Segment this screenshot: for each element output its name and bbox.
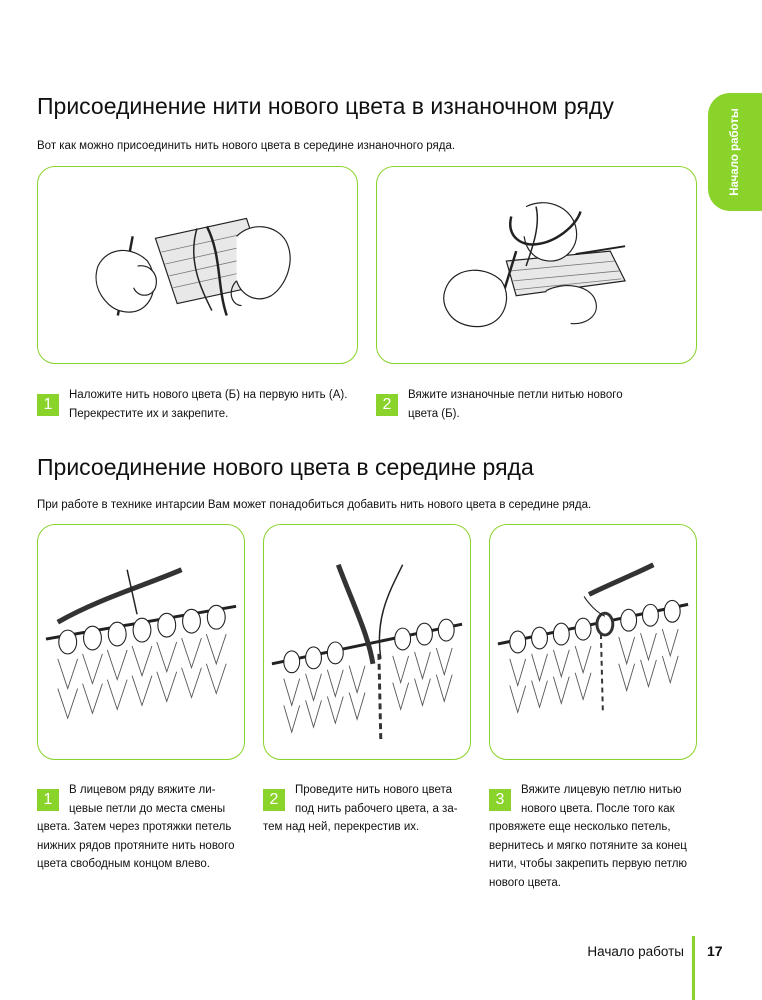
hands-purling-new-color-illustration <box>377 167 696 363</box>
step-rest: цвета. Затем через протяжки петель нижних рядов протяните нить нового цвета свободным концом влево. <box>37 821 235 870</box>
step-number-badge: 1 <box>37 789 59 811</box>
step-rest: провяжете еще несколько петель, вернитесь и мягко потяните за конец нити, чтобы закрепить первую петлю нового цвета. <box>489 821 688 889</box>
step-line2: нового цвета. После того как <box>521 802 675 815</box>
step-line1: Наложите нить нового цвета (Б) на первую нить (А). <box>69 389 348 401</box>
step-rest: тем над ней, перекрестив их. <box>263 821 420 833</box>
section1-title: Присоединение нити нового цвета в изнаночном ряду <box>37 93 614 119</box>
step-line1: Вяжите изнаночные петли нитью нового <box>408 389 623 401</box>
step-number-badge: 1 <box>37 394 59 416</box>
step-line1: Вяжите лицевую петлю нитью <box>521 784 682 796</box>
section-tab <box>708 93 762 211</box>
footer-divider <box>692 936 695 1000</box>
section2-title: Присоединение нового цвета в середине ряда <box>37 454 534 480</box>
knit-fabric-new-yarn-illustration <box>38 525 244 759</box>
section2-step2-text <box>263 781 473 837</box>
step-rest: Перекрестите их и закрепите. <box>69 407 229 420</box>
knit-fabric-crossed-yarns-illustration <box>264 525 470 759</box>
step-line1: В лицевом ряду вяжите ли- <box>69 784 216 796</box>
knit-fabric-new-color-stitch-illustration <box>490 525 696 759</box>
page-number: 17 <box>707 943 723 959</box>
step-line1: Проведите нить нового цвета <box>295 784 453 796</box>
section1-step1-text <box>37 386 357 423</box>
section2-intro: При работе в технике интарсии Вам может понадобиться добавить нить нового цвета в середине ряда. <box>37 499 592 511</box>
section1-intro: Вот как можно присоединить нить нового цвета в середине изнаночного ряда. <box>37 140 456 152</box>
section2-step1-text <box>37 781 247 874</box>
illustration-frame-1a <box>37 166 358 364</box>
section1-step2-text <box>376 386 696 423</box>
illustration-frame-2b <box>263 524 471 760</box>
step-number-badge: 2 <box>263 789 285 811</box>
illustration-frame-2a <box>37 524 245 760</box>
step-number-badge: 2 <box>376 394 398 416</box>
section2-step3-text <box>489 781 701 892</box>
step-rest: цвета (Б). <box>408 407 460 420</box>
illustration-frame-2c <box>489 524 697 760</box>
step-line2: цевые петли до места смены <box>69 802 226 815</box>
footer-section-label: Начало работы <box>587 944 684 959</box>
illustration-frame-1b <box>376 166 697 364</box>
step-line2: под нить рабочего цвета, а за- <box>295 802 458 815</box>
section-tab-label: Начало работы <box>729 108 741 196</box>
hands-joining-yarn-illustration <box>38 167 357 363</box>
step-number-badge: 3 <box>489 789 511 811</box>
